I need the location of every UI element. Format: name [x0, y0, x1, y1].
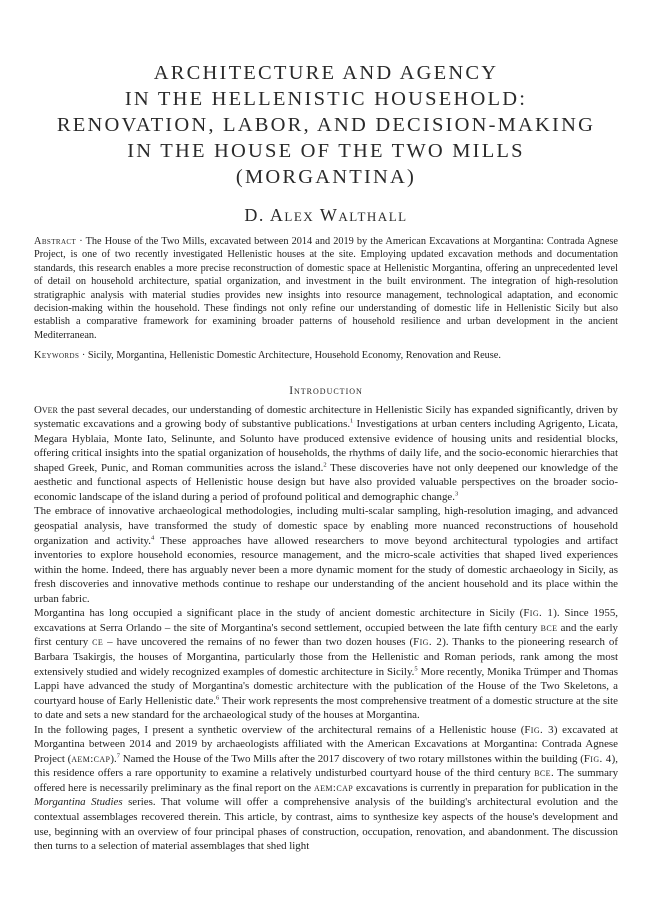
paragraph-3 [34, 606, 618, 722]
text-run: series. That volume will offer a comprehensive analysis of the building's architectural evolution and the contextual assemblages recovered therein. This article, by contrast, aims to synthesize key aspects of the house's development and use, beginning with an overview of four principal phases of construction, occupation, renovation, and abandonment. The discussion then turns to a selection of material assemblages that shed light [34, 796, 619, 853]
era-bce: bce [540, 621, 558, 634]
paragraph-2 [34, 504, 618, 606]
author-name: D. Alex Walthall [244, 205, 408, 225]
keywords-label: Keywords [34, 350, 80, 362]
text-run: ), this residence offers a rare opportunity to examine a relatively undisturbed courtyard house of the third century [34, 752, 619, 780]
footnote-ref-6[interactable]: 6 [216, 693, 220, 701]
section-heading: Introduction [289, 384, 363, 397]
figure-ref-1[interactable]: Fig. 1 [523, 607, 554, 620]
footnote-ref-3[interactable]: 3 [454, 490, 459, 498]
keywords-separator: · [79, 350, 88, 362]
figure-ref-4[interactable]: Fig. 4 [583, 752, 612, 765]
era-bce: bce [534, 767, 551, 780]
abstract-text: The House of the Two Mills, excavated between 2014 and 2019 by the American Excavations at Morgantina: Contrada Agnese Project, is one of two recently investigated Hellenistic houses at the site. Employing updated excavation methods and documentation standards, this research enables a more precise reconstruction of domestic space at Hellenistic Morgantina, offering an unprecedented level of detail on household architecture, spatial organization, and investment in the built environment. The integration of high-resolution stratigraphic analysis with material studies provides new insights into resource management, technological adaptation, and economic decision-making within the household. These findings not only refine our understanding of domestic life in Hellenistic Sicily but also establish a comparative framework for examining broader patterns of household resilience and urban development in the ancient Mediterranean. [34, 236, 618, 341]
text-run: ). [110, 752, 117, 765]
title-line-1: ARCHITECTURE AND AGENCY [153, 62, 499, 84]
text-run: ). Thanks to the pioneering research of Barbara Tsakirgis, the houses of Morgantina, particularly those from the Hellenistic and Roman periods, rank among the most extensively studied and widely recognized examples of domestic architecture in Sicily. [34, 636, 618, 678]
lead-word: Over [34, 403, 58, 416]
text-run: In the following pages, I present a synthetic overview of the architectural remains of a Hellenistic house ( [34, 723, 525, 736]
figure-ref-3[interactable]: Fig. 3 [524, 723, 554, 736]
text-run: ). Since 1955, excavations at Serra Orlando – the site of Morgantina's second settlement, occupied between the late fifth century [34, 607, 618, 634]
footnote-ref-1[interactable]: 1 [350, 417, 354, 425]
text-run: . The summary offered here is necessarily preliminary as the final report on the [34, 767, 619, 794]
project-abbrev: aem:cap [71, 752, 111, 765]
title-line-2: IN THE HELLENISTIC HOUSEHOLD: [124, 88, 528, 110]
text-run: More recently, Monika Trümper and Thomas Lappi have advanced the study of Morgantina's domestic architecture with the publication of the House of the Two Skeletons, a courtyard house of Early Hellenistic date. [34, 665, 618, 707]
abstract-label: Abstract [34, 236, 77, 247]
title-line-3: RENOVATION, LABOR, AND DECISION-MAKING [56, 114, 596, 136]
text-run: Morgantina has long occupied a significant place in the study of ancient domestic architecture in Sicily ( [34, 607, 524, 620]
keywords [34, 349, 618, 362]
footnote-ref-5[interactable]: 5 [414, 664, 418, 672]
text-run: These discoveries have not only deepened our knowledge of the aesthetic and functional aspects of Hellenistic house design but have also provided valuable perspectives on the broader socio-economic landscape of the island during a period of profound political and demographic change. [34, 461, 618, 503]
text-run: Investigations at urban centers including Agrigento, Licata, Megara Hyblaia, Monte Iato, Selinunte, and Solunto have produced extensive evidence of housing units and residential blocks, offering critical insights into the spatial organization of households, the rhythms of daily life, and the socio-economic hierarchies that shaped Greek, Punic, and Roman communities across the island. [34, 418, 618, 474]
figure-ref-2[interactable]: Fig. 2 [413, 636, 443, 649]
text-run: the past several decades, our understanding of domestic architecture in Hellenistic Sicily has expanded significantly, driven by systematic excavations and a growing body of substantive publications. [34, 403, 618, 431]
article-body [34, 403, 618, 854]
text-run: and the early first century [34, 621, 618, 649]
paragraph-4 [34, 723, 618, 854]
footnote-ref-2[interactable]: 2 [323, 461, 327, 469]
text-run: Named the House of the Two Mills after the 2017 discovery of two rotary millstones within the building ( [120, 752, 584, 765]
abstract [34, 235, 618, 342]
era-ce: ce [92, 636, 104, 649]
text-run: excavations is currently in preparation for publication in the [353, 781, 618, 794]
text-run: ) excavated at Morgantina between 2014 and 2019 by archaeologists affiliated with the American Excavations at Morgantina: Contrada Agnese Project ( [34, 723, 618, 765]
footnote-ref-7[interactable]: 7 [116, 752, 121, 760]
series-title: Morgantina Studies [34, 796, 123, 809]
article-page [34, 0, 618, 854]
title-line-4: IN THE HOUSE OF THE TWO MILLS (MORGANTINA) [127, 140, 525, 188]
text-run: – have uncovered the remains of no fewer than two dozen houses ( [103, 636, 414, 649]
keywords-text: Sicily, Morgantina, Hellenistic Domestic Architecture, Household Economy, Renovation and Reuse. [87, 350, 501, 362]
text-run: These approaches have allowed researchers to move beyond architectural typologies and artifact inventories to explore household economies, resource management, and the micro-scale activities that shaped lived experiences within the home. Indeed, there has arguably never been a more dynamic moment for the study of domestic archaeology in Sicily, as fresh discoveries and innovative methods continue to reshape our understanding of the ancient household and its place within the urban fabric. [34, 534, 618, 605]
text-run: Their work represents the most comprehensive treatment of a domestic structure at the site to date and sets a new standard for the archaeological study of the houses at Morgantina. [34, 694, 618, 722]
footnote-ref-4[interactable]: 4 [150, 533, 155, 541]
project-abbrev: aem:cap [313, 781, 354, 794]
paragraph-1 [34, 403, 618, 505]
abstract-separator: · [76, 236, 86, 247]
text-run: The embrace of innovative archaeological methodologies, including multi-scalar sampling, high-resolution imaging, and advanced geospatial analysis, have transformed the study of domestic space by enabling more nuanced reconstructions of household organization and activity. [34, 505, 618, 547]
